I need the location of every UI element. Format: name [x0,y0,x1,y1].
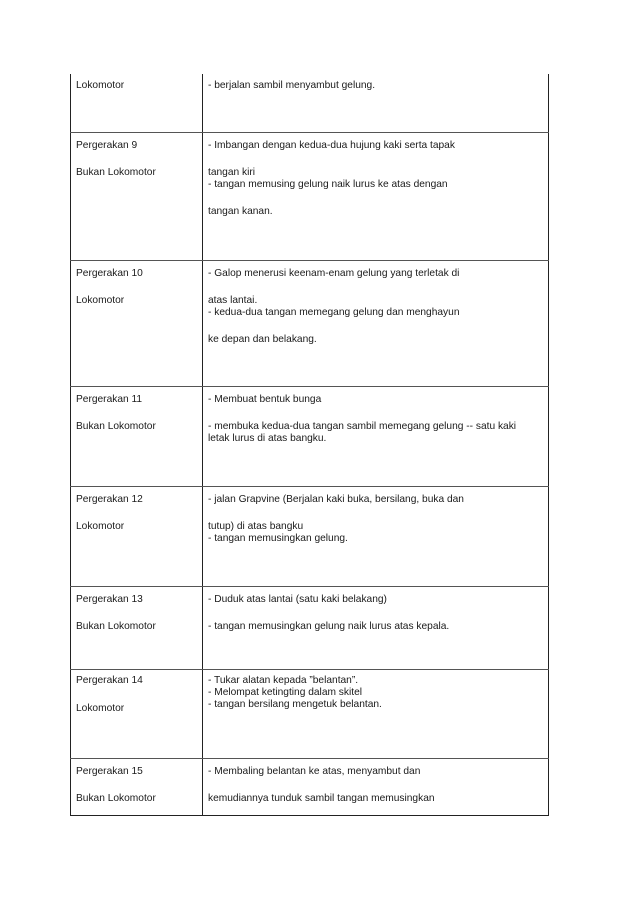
description-line: ke depan dan belakang. [208,333,317,345]
description-line: atas lantai. [208,294,258,306]
movement-number: Pergerakan 15 [76,765,143,777]
description-line: tangan kiri [208,166,256,178]
description-line: - kedua-dua tangan memegang gelung dan menghayun [208,306,460,318]
description-line: kemudiannya tunduk sambil tangan memusingkan [208,792,435,804]
table-row [71,132,549,260]
table-row [71,758,549,815]
description-line: - Melompat ketingting dalam skitel [208,686,363,698]
movement-label-cell [71,758,203,815]
movement-label-cell [71,260,203,386]
movement-description-cell [203,74,549,132]
movement-type: Lokomotor [76,80,125,91]
description-line: - Membuat bentuk bunga [208,393,322,405]
table-row [71,260,549,386]
description-line: - Duduk atas lantai (satu kaki belakang) [208,593,387,605]
description-line: - tangan memusingkan gelung. [208,532,348,544]
description-line: - Galop menerusi keenam-enam gelung yang terletak di [208,267,460,279]
description-line: - tangan bersilang mengetuk belantan. [208,698,382,710]
description-line: tangan kanan. [208,205,273,217]
movement-number: Pergerakan 13 [76,593,143,605]
movement-description-cell [203,586,549,669]
movement-number: Pergerakan 10 [76,267,143,279]
movement-description-cell [203,260,549,386]
movement-number: Pergerakan 12 [76,493,143,505]
description-line: letak lurus di atas bangku. [208,432,327,444]
description-line: - tangan memusingkan gelung naik lurus atas kepala. [208,620,450,632]
movement-type: Lokomotor [76,520,125,532]
movement-type: Bukan Lokomotor [76,420,156,432]
movement-type: Lokomotor [76,702,125,714]
movement-label-cell [71,586,203,669]
movement-description-cell [203,486,549,586]
table-row [71,586,549,669]
description-line: - membuka kedua-dua tangan sambil memegang gelung -- satu kaki [208,420,517,432]
description-line: tutup) di atas bangku [208,520,304,532]
description-line: - berjalan sambil menyambut gelung. [208,80,376,91]
movement-type: Bukan Lokomotor [76,792,156,804]
movement-description-cell [203,132,549,260]
movement-table [70,74,549,816]
movement-number: Pergerakan 11 [76,393,143,405]
movement-label-cell [71,486,203,586]
description-line: - jalan Grapvine (Berjalan kaki buka, bersilang, buka dan [208,493,464,505]
description-line: - tangan memusing gelung naik lurus ke atas dengan [208,178,448,190]
movement-label-cell [71,386,203,486]
movement-label-cell [71,669,203,758]
movement-label-cell [71,132,203,260]
description-line: - Tukar alatan kepada ”belantan”. [208,674,359,686]
table-row [71,669,549,758]
movement-type: Lokomotor [76,294,125,306]
movement-number: Pergerakan 9 [76,139,138,151]
movement-description-cell [203,669,549,758]
table-row [71,486,549,586]
table-row [71,386,549,486]
movement-type: Bukan Lokomotor [76,620,156,632]
movement-number: Pergerakan 14 [76,674,143,686]
table-row [71,74,549,132]
movement-description-cell [203,386,549,486]
movement-type: Bukan Lokomotor [76,166,156,178]
movement-description-cell [203,758,549,815]
description-line: - Membaling belantan ke atas, menyambut dan [208,765,421,777]
description-line: - Imbangan dengan kedua-dua hujung kaki serta tapak [208,139,455,151]
movement-label-cell [71,74,203,132]
